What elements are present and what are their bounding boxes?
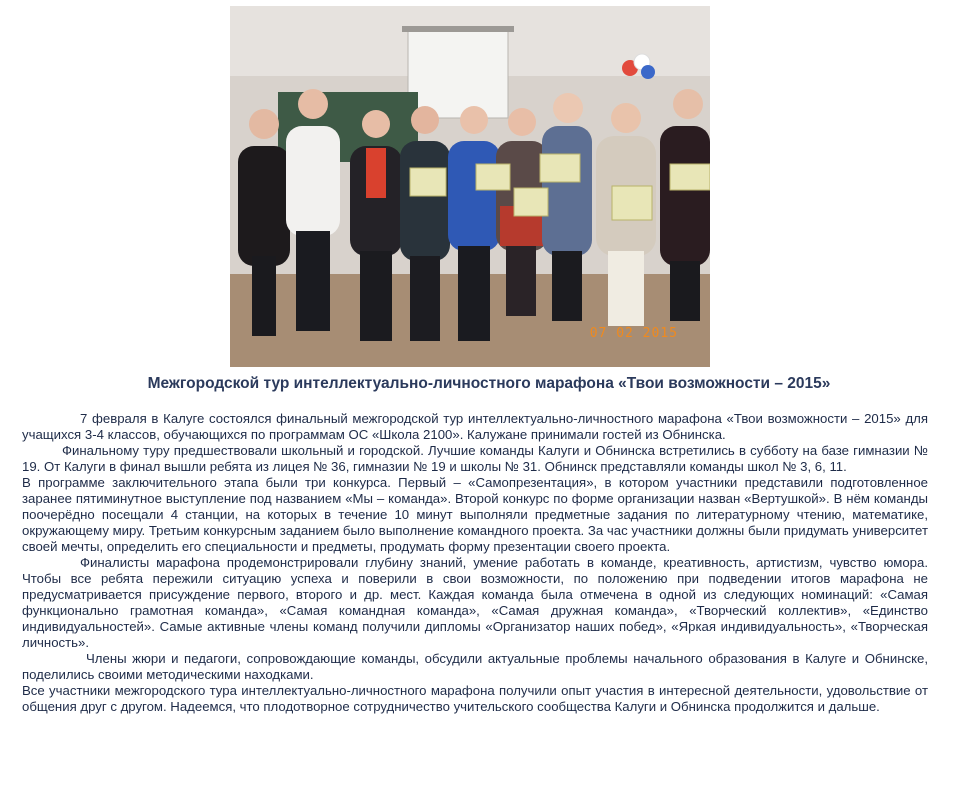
article-paragraph: Финальному туру предшествовали школьный и городской. Лучшие команды Калуги и Обнинска встретились в субботу на базе гимназии № 19. От Калуги в финал вышли ребята из лицея № 36, гимназии № 19 и школы № 31. Обнинск представляли команды школ № 3, 6, 11. — [22, 443, 928, 474]
photo-date-stamp: 07 02 2015 — [589, 326, 678, 341]
article-body — [22, 411, 928, 715]
group-photo-illustration — [230, 6, 710, 367]
article-paragraph: 7 февраля в Калуге состоялся финальный межгородской тур интеллектуально-личностного марафона «Твои возможности – 2015» для учащихся 3-4 классов, обучающихся по программам ОС «Школа 2100». Калужане принимали гостей из Обнинска. — [22, 411, 928, 442]
article-paragraph: Члены жюри и педагоги, сопровождающие команды, обсудили актуальные проблемы начального образования в Калуге и Обнинске, поделились своими методическими находками. — [22, 651, 928, 682]
article-paragraph: Финалисты марафона продемонстрировали глубину знаний, умение работать в команде, креативность, артистизм, чувство юмора. Чтобы все ребята пережили ситуацию успеха и поверили в свои возможности, по положению при подведении итогов марафона не предусматривается присуждение первого, второго и др. мест. Каждая команда была отмечена в одной из следующих номинаций: «Самая функционально грамотная команда», «Самая командная команда», «Самая дружная команда», «Творческий коллектив», «Единство индивидуальностей». Самые активные члены команд получили дипломы «Организатор наших побед», «Яркая индивидуальность», «Творческая личность». — [22, 555, 928, 650]
article-title: Межгородской тур интеллектуально-личностного марафона «Твои возможности – 2015» — [147, 375, 831, 392]
group-photo — [230, 6, 710, 367]
article-paragraph: В программе заключительного этапа были три конкурса. Первый – «Самопрезентация», в котором участники представили подготовленное заранее пятиминутное выступление под названием «Мы – команда». Второй конкурс по форме организации назван «Вертушкой». В нём команды поочерёдно посещали 4 станции, на которых в течение 10 минут выполняли предметные задания по литературному чтению, математике, окружающему миру. Третьим конкурсным заданием было выполнение командного проекта. За час участники должны были придумать университет своей мечты, определить его специальности и предметы, продумать форму презентации своего проекта. — [22, 475, 928, 554]
article-paragraph: Все участники межгородского тура интеллектуально-личностного марафона получили опыт участия в интересной деятельности, удовольствие от общения друг с другом. Надеемся, что плодотворное сотрудничество учительского сообщества Калуги и Обнинска продолжится и дальше. — [22, 683, 928, 714]
